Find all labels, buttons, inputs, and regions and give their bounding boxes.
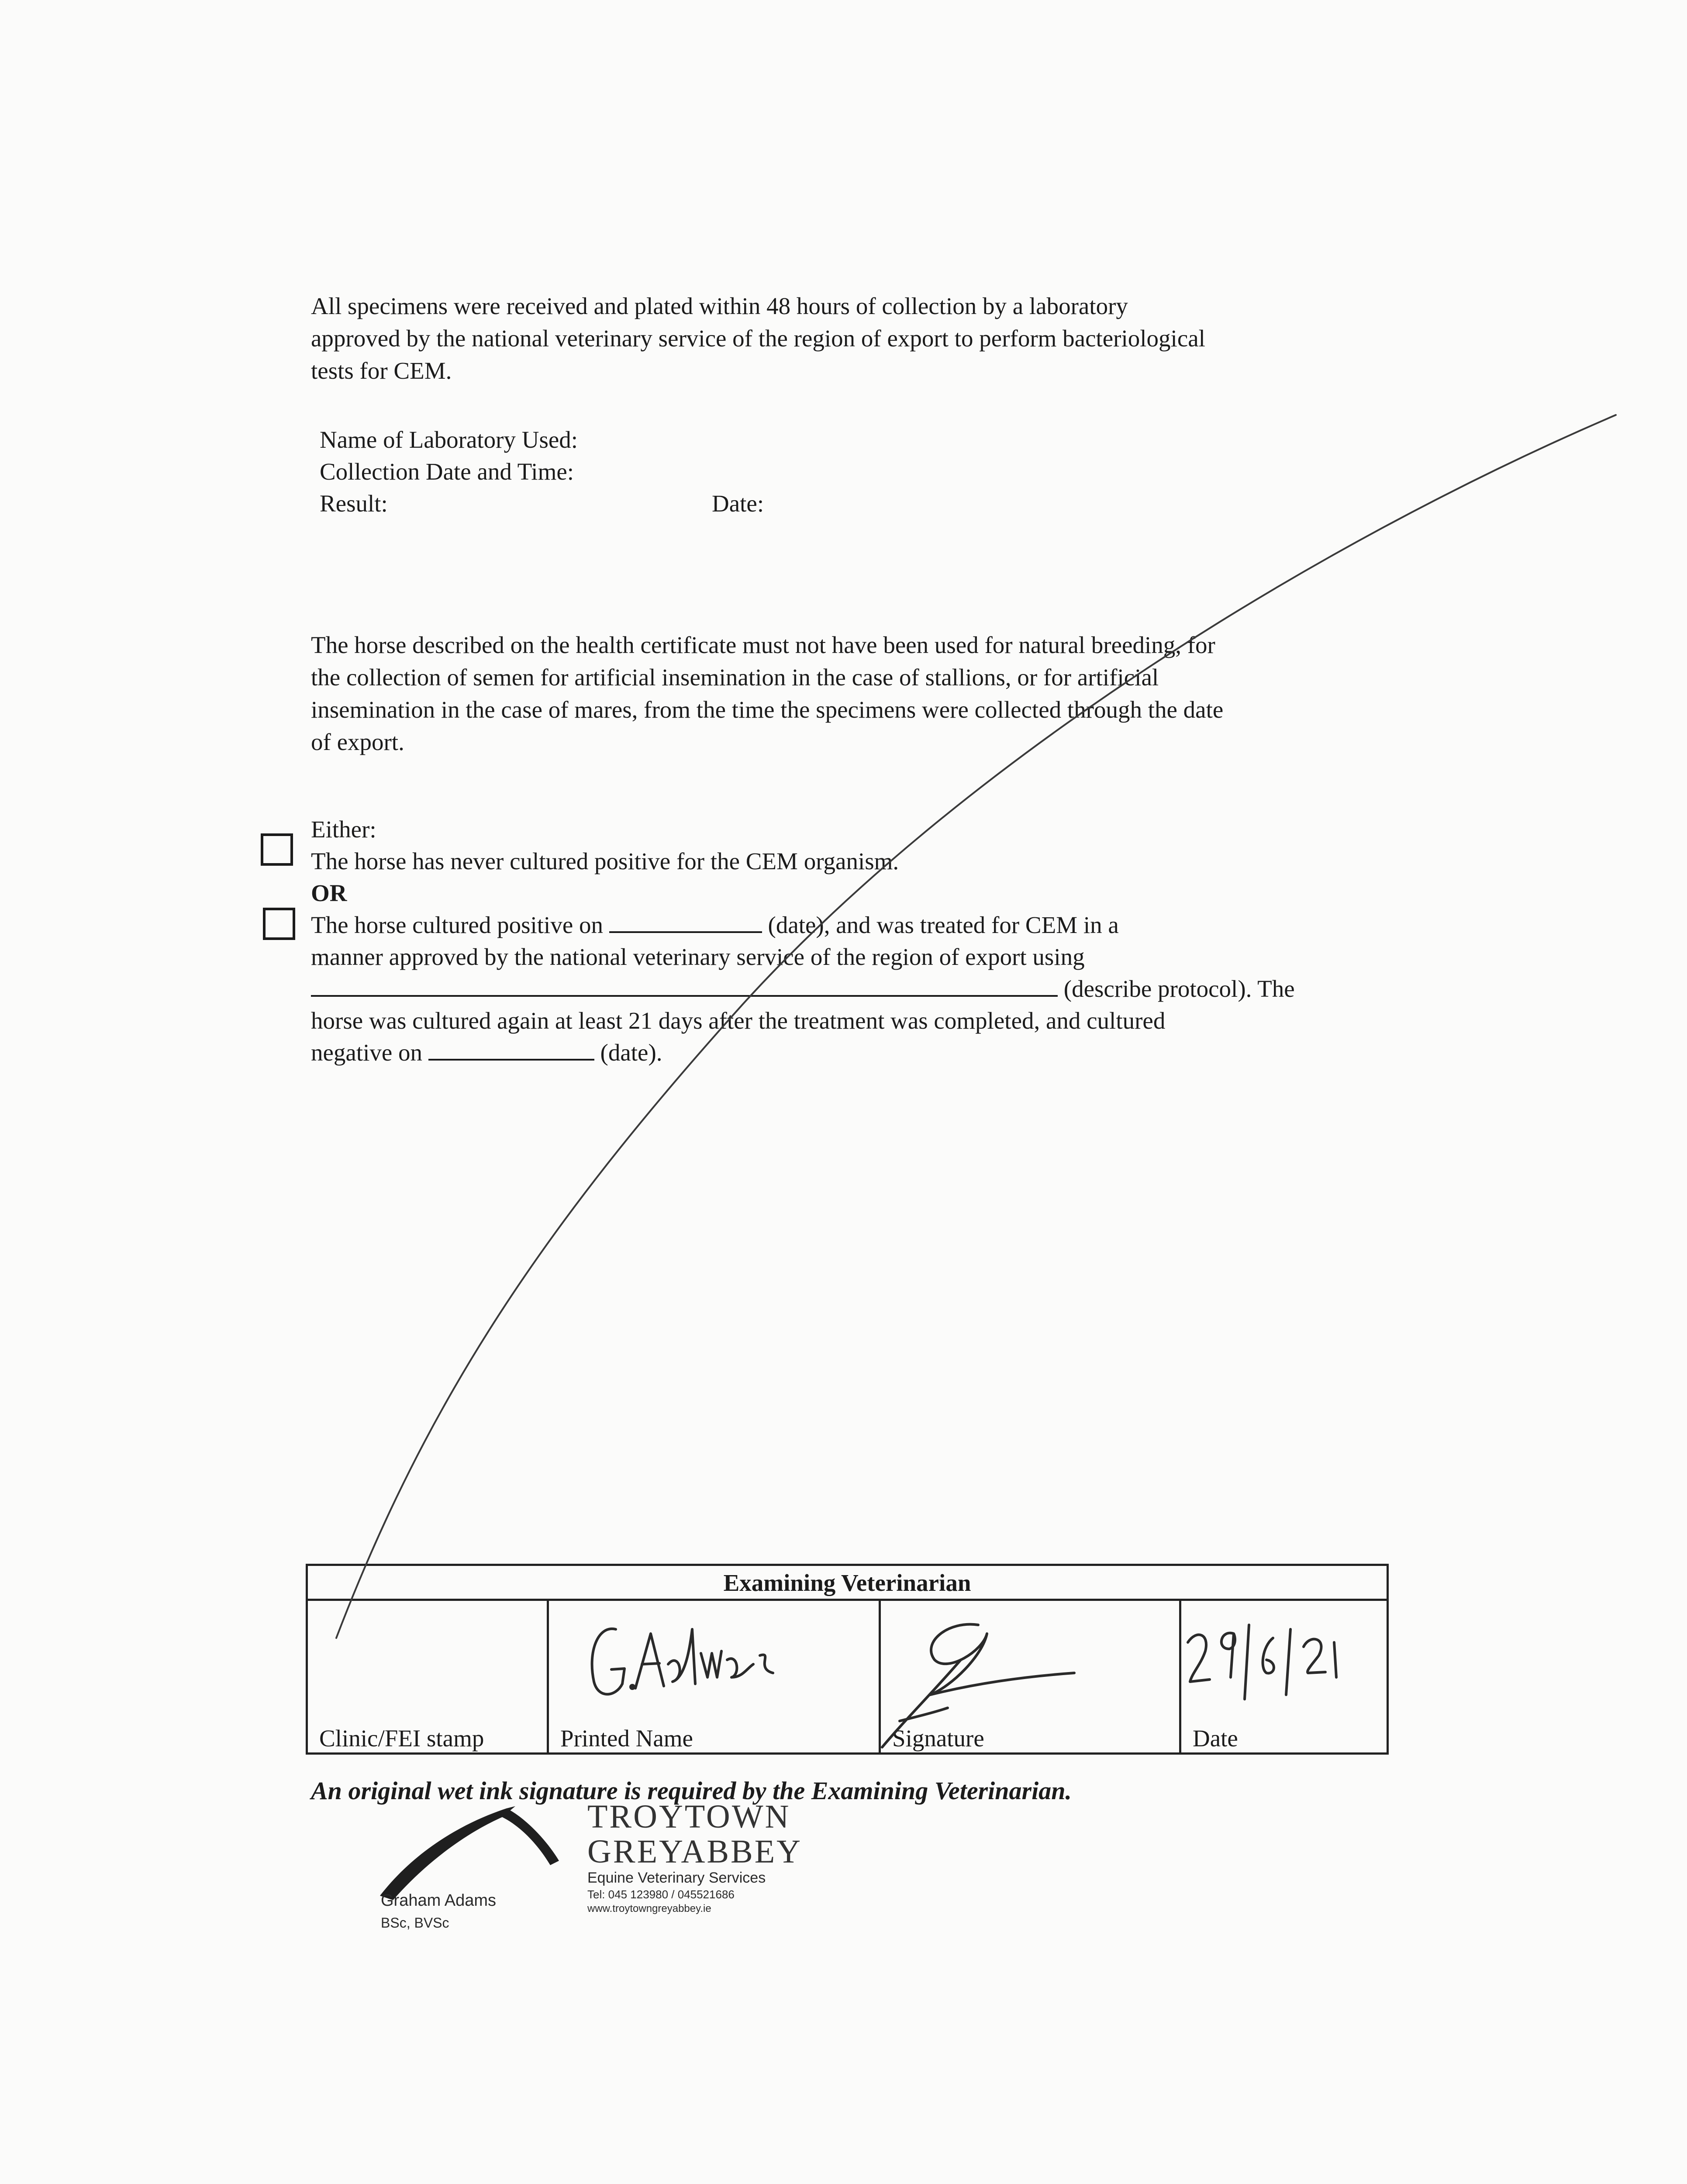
breeding-line: insemination in the case of mares, from the time the specimens were collected through the date [311, 696, 1224, 723]
option2-line5-text-a: negative on [311, 1039, 423, 1066]
breeding-line: the collection of semen for artificial insemination in the case of stallions, or for artificial [311, 664, 1159, 691]
option2-text-a: The horse cultured positive on [311, 912, 603, 938]
or-label: OR [311, 880, 347, 906]
breeding-line: The horse described on the health certificate must not have been used for natural breeding, for [311, 632, 1215, 658]
breeding-line: of export. [311, 729, 404, 755]
result-label: Result: [320, 490, 388, 517]
collection-label: Collection Date and Time: [320, 458, 574, 485]
option1-text: The horse has never cultured positive for the CEM organism. [311, 848, 899, 874]
clinic-stamp-label: Clinic/FEI stamp [319, 1725, 484, 1752]
stamp-line4: Tel: 045 123980 / 045521686 [587, 1888, 735, 1901]
stamp-line3: Equine Veterinary Services [587, 1870, 766, 1886]
date-cell-label: Date [1193, 1725, 1238, 1752]
intro-line: approved by the national veterinary service of the region of export to perform bacteriological [311, 325, 1205, 352]
option2-line4: horse was cultured again at least 21 days after the treatment was completed, and cultured [311, 1007, 1166, 1034]
vet-table-header: Examining Veterinarian [308, 1566, 1387, 1601]
stamp-line2: GREYABBEY [587, 1833, 803, 1870]
option2-line3-text: (describe protocol). The [1063, 975, 1295, 1002]
stamp-line5: www.troytowngreyabbey.ie [587, 1903, 711, 1914]
intro-line: tests for CEM. [311, 357, 452, 384]
stamp-logo-swoosh [376, 1791, 585, 1904]
date-label: Date: [712, 490, 764, 517]
wet-ink-footnote: An original wet ink signature is required by the Examining Veterinarian. [311, 1776, 1072, 1805]
intro-line: All specimens were received and plated within 48 hours of collection by a laboratory [311, 293, 1128, 319]
stamp-line1: TROYTOWN [587, 1798, 791, 1835]
option2-line5-text-b: (date). [600, 1039, 662, 1066]
printed-name-label: Printed Name [560, 1725, 693, 1752]
option2-line2: manner approved by the national veterinary service of the region of export using [311, 943, 1085, 970]
either-label: Either: [311, 816, 376, 843]
option2-text-b: (date), and was treated for CEM in a [768, 912, 1119, 938]
stamp-vet-quals: BSc, BVSc [381, 1915, 449, 1931]
signature-label: Signature [892, 1725, 984, 1752]
stamp-vet-name: Graham Adams [381, 1891, 496, 1910]
lab-name-label: Name of Laboratory Used: [320, 426, 578, 453]
